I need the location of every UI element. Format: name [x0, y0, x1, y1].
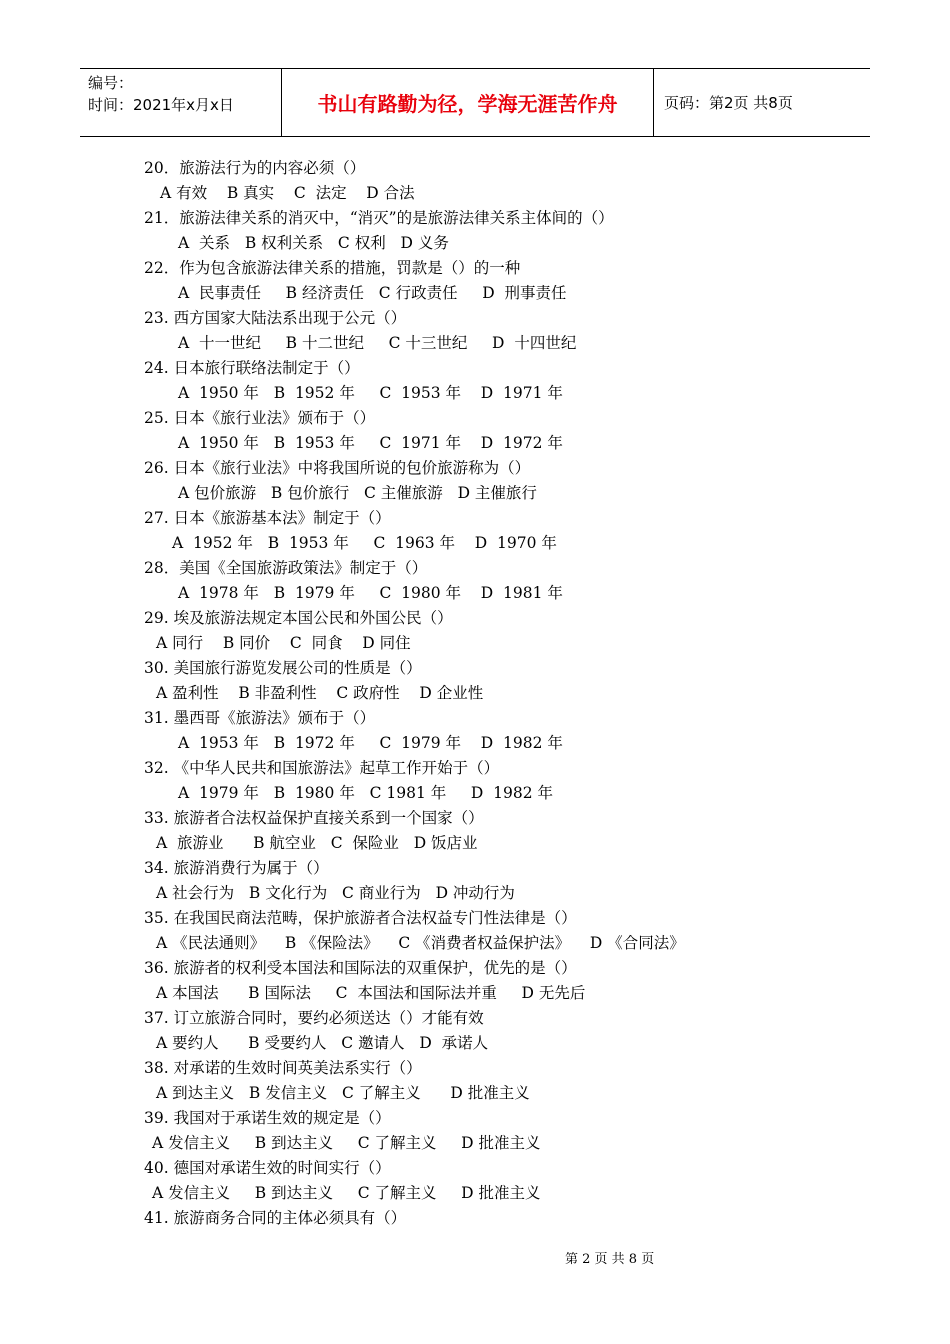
header-meta — [80, 69, 282, 136]
question-38: 38. 对承诺的生效时间英美法系实行（） — [144, 1059, 422, 1077]
options-21: A 关系 B 权利关系 C 权利 D 义务 — [178, 234, 449, 252]
question-33: 33. 旅游者合法权益保护直接关系到一个国家（） — [144, 809, 484, 827]
options-40: A 发信主义 B 到达主义 C 了解主义 D 批准主义 — [152, 1184, 541, 1202]
options-33: A 旅游业 B 航空业 C 保险业 D 饭店业 — [156, 834, 478, 852]
options-29: A 同行 B 同价 C 同食 D 同住 — [156, 634, 411, 652]
options-23: A 十一世纪 B 十二世纪 C 十三世纪 D 十四世纪 — [178, 334, 577, 352]
question-39: 39. 我国对于承诺生效的规定是（） — [144, 1109, 391, 1127]
options-25: A 1950 年 B 1953 年 C 1971 年 D 1972 年 — [178, 434, 563, 452]
page-footer: 第 2 页 共 8 页 — [565, 1252, 655, 1267]
header-page-number: 页码：第2页 共8页 — [664, 94, 793, 112]
question-27: 27. 日本《旅游基本法》制定于（） — [144, 509, 391, 527]
options-30: A 盈利性 B 非盈利性 C 政府性 D 企业性 — [156, 684, 484, 702]
question-20: 20．旅游法行为的内容必须（） — [144, 159, 366, 177]
question-21: 21．旅游法律关系的消灭中，“消灭”的是旅游法律关系主体间的（） — [144, 209, 614, 227]
question-23: 23. 西方国家大陆法系出现于公元（） — [144, 309, 407, 327]
question-34: 34. 旅游消费行为属于（） — [144, 859, 329, 877]
options-27: A 1952 年 B 1953 年 C 1963 年 D 1970 年 — [172, 534, 557, 552]
page-header — [80, 68, 870, 137]
options-24: A 1950 年 B 1952 年 C 1953 年 D 1971 年 — [178, 384, 563, 402]
question-32: 32. 《中华人民共和国旅游法》起草工作开始于（） — [144, 759, 500, 777]
options-35: A 《民法通则》 B 《保险法》 C 《消费者权益保护法》 D 《合同法》 — [156, 934, 685, 952]
options-28: A 1978 年 B 1979 年 C 1980 年 D 1981 年 — [178, 584, 563, 602]
header-motto: 书山有路勤为径，学海无涯苦作舟 — [282, 69, 654, 136]
options-39: A 发信主义 B 到达主义 C 了解主义 D 批准主义 — [152, 1134, 541, 1152]
question-26: 26. 日本《旅行业法》中将我国所说的包价旅游称为（） — [144, 459, 531, 477]
question-25: 25. 日本《旅行业法》颁布于（） — [144, 409, 376, 427]
options-20: A 有效 B 真实 C 法定 D 合法 — [160, 184, 415, 202]
options-36: A 本国法 B 国际法 C 本国法和国际法并重 D 无先后 — [156, 984, 586, 1002]
question-28: 28．美国《全国旅游政策法》制定于（） — [144, 559, 428, 577]
options-26: A 包价旅游 B 包价旅行 C 主催旅游 D 主催旅行 — [178, 484, 537, 502]
question-36: 36. 旅游者的权利受本国法和国际法的双重保护，优先的是（） — [144, 959, 577, 977]
question-35: 35. 在我国民商法范畴，保护旅游者合法权益专门性法律是（） — [144, 909, 577, 927]
question-41: 41. 旅游商务合同的主体必须具有（） — [144, 1209, 407, 1227]
question-31: 31. 墨西哥《旅游法》颁布于（） — [144, 709, 376, 727]
question-40: 40. 德国对承诺生效的时间实行（） — [144, 1159, 391, 1177]
options-22: A 民事责任 B 经济责任 C 行政责任 D 刑事责任 — [178, 284, 567, 302]
question-30: 30. 美国旅行游览发展公司的性质是（） — [144, 659, 422, 677]
number-label: 编号： — [88, 74, 134, 92]
question-24: 24. 日本旅行联络法制定于（） — [144, 359, 360, 377]
options-31: A 1953 年 B 1972 年 C 1979 年 D 1982 年 — [178, 734, 563, 752]
options-34: A 社会行为 B 文化行为 C 商业行为 D 冲动行为 — [156, 884, 515, 902]
options-38: A 到达主义 B 发信主义 C 了解主义 D 批准主义 — [156, 1084, 530, 1102]
question-22: 22．作为包含旅游法律关系的措施，罚款是（）的一种 — [144, 259, 521, 277]
options-32: A 1979 年 B 1980 年 C 1981 年 D 1982 年 — [178, 784, 554, 802]
time-label: 时间：2021年x月x日 — [88, 96, 234, 114]
question-29: 29. 埃及旅游法规定本国公民和外国公民（） — [144, 609, 453, 627]
question-37: 37. 订立旅游合同时，要约必须送达（）才能有效 — [144, 1009, 484, 1027]
options-37: A 要约人 B 受要约人 C 邀请人 D 承诺人 — [156, 1034, 489, 1052]
